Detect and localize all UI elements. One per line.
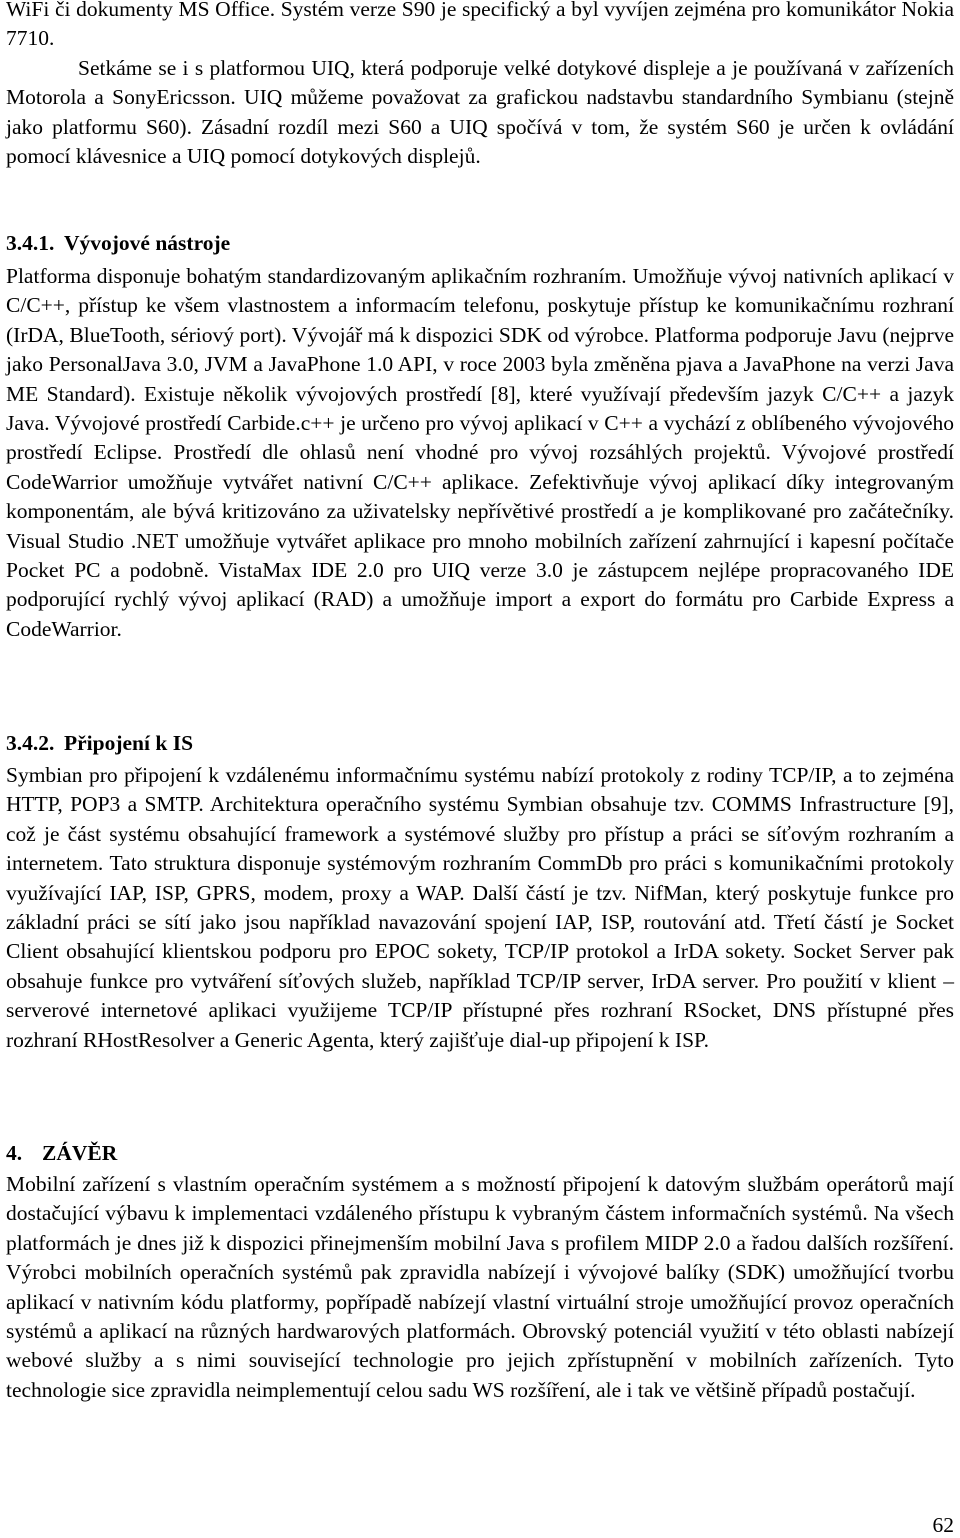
section-heading-342 [6, 729, 954, 758]
intro-paragraph-uiq: Setkáme se i s platformou UIQ, která podporuje velké dotykové displeje a je používaná v zařízeních Motorola a SonyEricsson. UIQ můžeme považovat za grafickou nadstavbu standardního Symbianu (stejně jako platformu S60). Zásadní rozdíl mezi S60 a UIQ spočívá v tom, že systém S60 je určen k ovládání pomocí klávesnice a UIQ pomocí dotykových displejů. [6, 55, 954, 169]
section-342-paragraph: Symbian pro připojení k vzdálenému informačnímu systému nabízí protokoly z rodiny TCP/IP, a to zejména HTTP, POP3 a SMTP. Architektura operačního systému Symbian obsahuje tzv. COMMS Infrastructure [9], což je část systému obsahující framework a systémové služby pro přístup a práci se síťovým rozhraním a internetem. Tato struktura disponuje systémovým rozhraním CommDb pro práci s komunikačními protokoly využívající IAP, ISP, GPRS, modem, proxy a WAP. Další částí je tzv. NifMan, který poskytuje funkce pro základní práci se sítí jako jsou například navazování spojení IAP, ISP, routování atd. Třetí částí je Socket Client obsahující klientskou podporu pro EPOC sokety, TCP/IP protokol a IrDA sokety. Socket Server pak obsahuje funkce pro vytváření síťových služeb, například TCP/IP server, IrDA server. Pro použití v klient – serverové internetové aplikaci využijeme TCP/IP přístupné přes rozhraní RSocket, DNS přístupné přes rozhraní RHostResolver a Generic Agenta, který zajišťuje dial-up připojení k ISP. [6, 763, 954, 1052]
section-341-paragraph: Platforma disponuje bohatým standardizovaným aplikačním rozhraním. Umožňuje vývoj nativních aplikací v C/C++, přístup ke všem vlastnostem a informacím telefonu, poskytuje přístup ke komunikačnímu rozhraní (IrDA, BlueTooth, sériový port). Vývojář má k dispozici SDK od výrobce. Platforma podporuje Javu (nejprve jako PersonalJava 3.0, JVM a JavaPhone 1.0 API, v roce 2003 byla změněna pjava a JavaPhone na verzi Java ME Standard). Existuje několik vývojových prostředí [8], které využívají především jazyk C/C++ a jazyk Java. Vývojové prostředí Carbide.c++ je určeno pro vývoj aplikací v C++ a vychází z oblíbeného vývojového prostředí Eclipse. Prostředí dle ohlasů není vhodné pro vývoj rozsáhlých projektů. Vývojové prostředí CodeWarrior umožňuje vytvářet nativní C/C++ aplikace. Zefektivňuje vývoj aplikací díky integrovaným komponentám, ale bývá kritizováno za uživatelsky nepřívětivé prostředí a je komplikované pro začátečníky. Visual Studio .NET umožňuje vytvářet aplikace pro mnoho mobilních zařízení zahrnující i kapesní počítače Pocket PC a podobně. VistaMax IDE 2.0 pro UIQ verze 3.0 je zástupcem nejlépe propracovaného IDE podporující rychlý vývoj aplikací (RAD) a umožňuje import a export do formátu pro Carbide Express a CodeWarrior. [6, 264, 954, 641]
section-title: Připojení k IS [64, 731, 194, 755]
chapter-title: ZÁVĚR [42, 1141, 118, 1165]
section-heading-341 [6, 229, 954, 258]
chapter-heading-conclusion [6, 1139, 954, 1168]
conclusion-paragraph: Mobilní zařízení s vlastním operačním systémem a s možností připojení k datovým službám operátorů mají dostačující výbavu k implementaci vzdáleného přístupu k vybraným částem informačních systémů. Na všech platformách je dnes již k dispozici přinejmenším mobilní Java s profilem MIDP 2.0 a řadou dalších rozšíření. Výrobci mobilních operačních systémů pak zpravidla nabízejí i vývojové balíky (SDK) umožňující tvorbu aplikací v nativním kódu platformy, popřípadě nabízejí vlastní virtuální stroje umožňující provoz operačních systémů a aplikací na různých hardwarových platformách. Obrovský potenciál využití v této oblasti nabízejí webové služby a s nimi související technologie pro jejich zpřístupnění v mobilních zařízeních. Tyto technologie sice zpravidla neimplementují celou sadu WS rozšíření, ale i tak ve většině případů postačují. [6, 1172, 954, 1402]
chapter-number: 4. [6, 1141, 23, 1165]
section-title: Vývojové nástroje [64, 231, 231, 255]
section-number: 3.4.1. [6, 231, 55, 255]
intro-text [6, 0, 954, 171]
intro-paragraph-continuation: WiFi či dokumenty MS Office. Systém verze S90 je specifický a byl vyvíjen zejména pro komunikátor Nokia 7710. [6, 0, 954, 51]
page-number: 62 [932, 1513, 954, 1537]
section-number: 3.4.2. [6, 731, 55, 755]
